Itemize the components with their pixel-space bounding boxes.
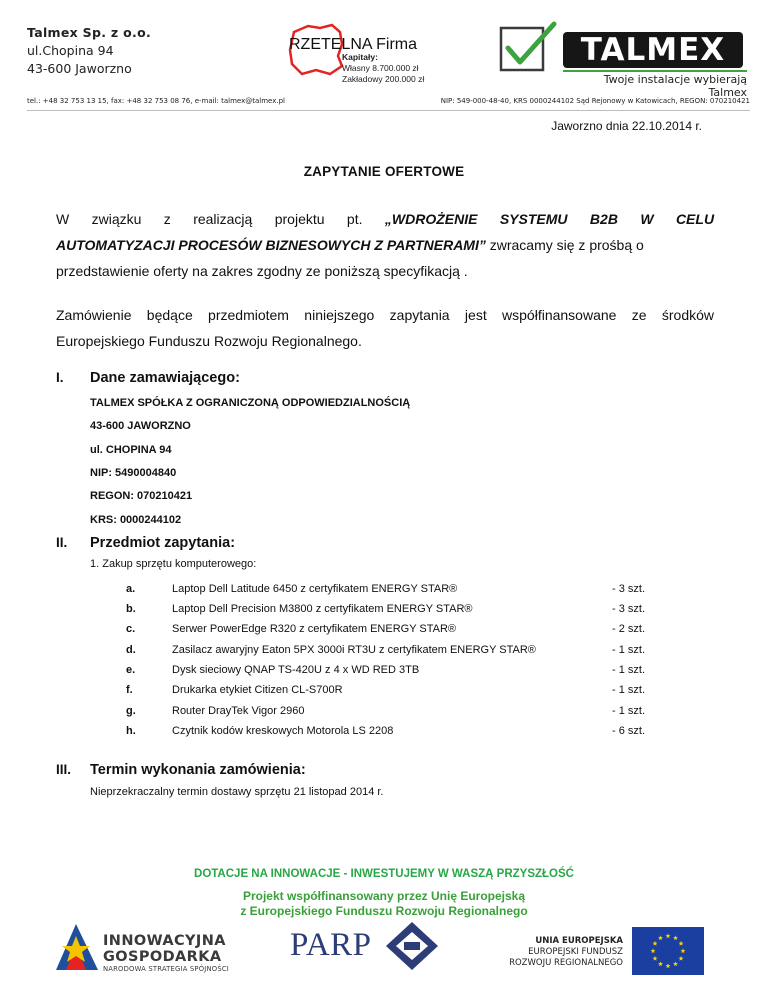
item-qty: - 6 szt. (612, 725, 646, 737)
document-title: ZAPYTANIE OFERTOWE (303, 164, 465, 179)
company-street: ul.Chopina 94 (27, 43, 114, 58)
client-line: 43-600 JAWORZNO (90, 420, 191, 432)
capital-own: Własny 8.700.000 zł (342, 63, 419, 73)
ue-line2: EUROPEJSKI FUNDUSZ (528, 947, 623, 957)
innowacyjna-gospodarka-logo (103, 933, 229, 973)
talmex-logo-text: TALMEX (580, 32, 726, 68)
item-qty: - 1 szt. (612, 644, 646, 656)
cofinance-paragraph (56, 302, 714, 354)
eu-flag-icon (632, 927, 704, 975)
project-name: AUTOMATYZACJI PROCESÓW BIZNESOWYCH Z PARTNERAMI” (56, 237, 486, 253)
item-qty: - 3 szt. (612, 603, 646, 615)
client-line: KRS: 0000244102 (90, 514, 182, 526)
item-letter: a. (126, 583, 136, 595)
ue-line1: UNIA EUROPEJSKA (535, 936, 623, 946)
intro-line2-rest: zwracamy się z prośbą o (485, 237, 644, 253)
subsection-title: 1. Zakup sprzętu komputerowego: (90, 558, 257, 570)
intro-word: W (640, 211, 654, 227)
innowacyjna-gospodarka-icon (54, 922, 100, 972)
item-name: Router DrayTek Vigor 2960 (172, 705, 305, 717)
item-letter: c. (126, 623, 136, 635)
item-name: Zasilacz awaryjny Eaton 5PX 3000i RT3U z certyfikatem ENERGY STAR® (172, 644, 536, 656)
intro-line1 (56, 206, 714, 232)
parp-logo-text: PARP (290, 927, 372, 963)
intro-word: B2B (589, 211, 618, 227)
firma-word: Firma (376, 36, 418, 53)
project-note-line1: Projekt współfinansowany przez Unię Europejską (242, 889, 526, 903)
item-letter: b. (126, 603, 136, 615)
intro-paragraph (56, 206, 714, 284)
item-letter: e. (126, 664, 136, 676)
intro-line2 (56, 232, 714, 258)
intro-word: z (163, 211, 171, 227)
item-qty: - 1 szt. (612, 705, 646, 717)
section1-number: I. (56, 370, 64, 385)
innow-line1: INNOWACYJNA (103, 933, 226, 949)
client-line: TALMEX SPÓŁKA Z OGRANICZONĄ ODPOWIEDZIALNOŚCIĄ (90, 397, 411, 409)
section2-number: II. (56, 535, 68, 550)
intro-word: CELU (675, 211, 715, 227)
company-slogan: Twoje instalacje wybierają Talmex (603, 73, 747, 99)
intro-word: realizacją (193, 211, 253, 227)
item-letter: h. (126, 725, 136, 737)
item-name: Dysk sieciowy QNAP TS-420U z 4 x WD RED 3TB (172, 664, 420, 676)
capital-info (342, 52, 424, 85)
logo-underline (563, 70, 747, 72)
item-name: Laptop Dell Precision M3800 z certyfikatem ENERGY STAR® (172, 603, 473, 615)
checkmark-box-icon (498, 18, 560, 76)
section3-title: Termin wykonania zamówienia: (90, 762, 306, 778)
item-qty: - 1 szt. (612, 664, 646, 676)
client-line: REGON: 070210421 (90, 490, 193, 502)
item-name: Czytnik kodów kreskowych Motorola LS 2208 (172, 725, 394, 737)
client-line: ul. CHOPINA 94 (90, 444, 172, 456)
intro-word: SYSTEMU (499, 211, 568, 227)
item-name: Drukarka etykiet Citizen CL-S700R (172, 684, 343, 696)
project-note (0, 889, 768, 919)
item-qty: - 1 szt. (612, 684, 646, 696)
section1-title: Dane zamawiającego: (90, 370, 240, 386)
item-name: Laptop Dell Latitude 6450 z certyfikatem ENERGY STAR® (172, 583, 458, 595)
company-name: Talmex Sp. z o.o. (27, 25, 152, 40)
capital-label: Kapitały: (342, 52, 378, 62)
item-name: Serwer PowerEdge R320 z certyfikatem ENERGY STAR® (172, 623, 457, 635)
intro-word: pt. (346, 211, 363, 227)
footer-slogan: DOTACJE NA INNOWACJE - INWESTUJEMY W WASZĄ PRZYSZŁOŚĆ (194, 868, 574, 880)
client-line: NIP: 5490004840 (90, 467, 177, 479)
contacts-right: NIP: 549-000-48-40, KRS 0000244102 Sąd Rejonowy w Katowicach, REGON: 070210421 (440, 97, 750, 105)
intro-word: W (56, 211, 70, 227)
ue-line3: ROZWOJU REGIONALNEGO (509, 958, 623, 968)
cofinance-line1: Zamówienie będące przedmiotem niniejszego zapytania jest współfinansowane ze środków (56, 307, 714, 323)
intro-word: projektu (274, 211, 325, 227)
item-letter: d. (126, 644, 136, 656)
intro-word: „WDROŻENIE (384, 211, 478, 227)
document-date: Jaworzno dnia 22.10.2014 r. (551, 119, 702, 133)
capital-share: Zakładowy 200.000 zł (342, 74, 425, 84)
cofinance-line2: Europejskiego Funduszu Rozwoju Regionalnego. (56, 333, 362, 349)
project-note-line2: z Europejskiego Funduszu Rozwoju Regionalnego (240, 904, 528, 918)
eu-fund-logo-text (509, 936, 623, 969)
intro-line3: przedstawienie oferty na zakres zgodny ze poniższą specyfikacją . (56, 263, 468, 279)
item-letter: g. (126, 705, 136, 717)
company-city: 43-600 Jaworzno (27, 61, 132, 76)
intro-word: związku (91, 211, 142, 227)
item-letter: f. (126, 684, 133, 696)
parp-logo-icon (384, 920, 440, 972)
section3-number: III. (56, 762, 72, 777)
contacts-left: tel.: +48 32 753 13 15, fax: +48 32 753 08 76, e-mail: talmex@talmex.pl (27, 97, 285, 105)
innow-line3: NARODOWA STRATEGIA SPÓJNOŚCI (103, 965, 229, 973)
section2-title: Przedmiot zapytania: (90, 535, 236, 551)
company-address (27, 24, 151, 78)
item-qty: - 2 szt. (612, 623, 646, 635)
delivery-deadline: Nieprzekraczalny termin dostawy sprzętu 21 listopad 2014 r. (90, 786, 384, 798)
item-qty: - 3 szt. (612, 583, 646, 595)
header-divider (27, 110, 750, 111)
innow-line2: GOSPODARKA (103, 949, 222, 965)
rzetelna-word: RZETELNA (289, 36, 372, 53)
